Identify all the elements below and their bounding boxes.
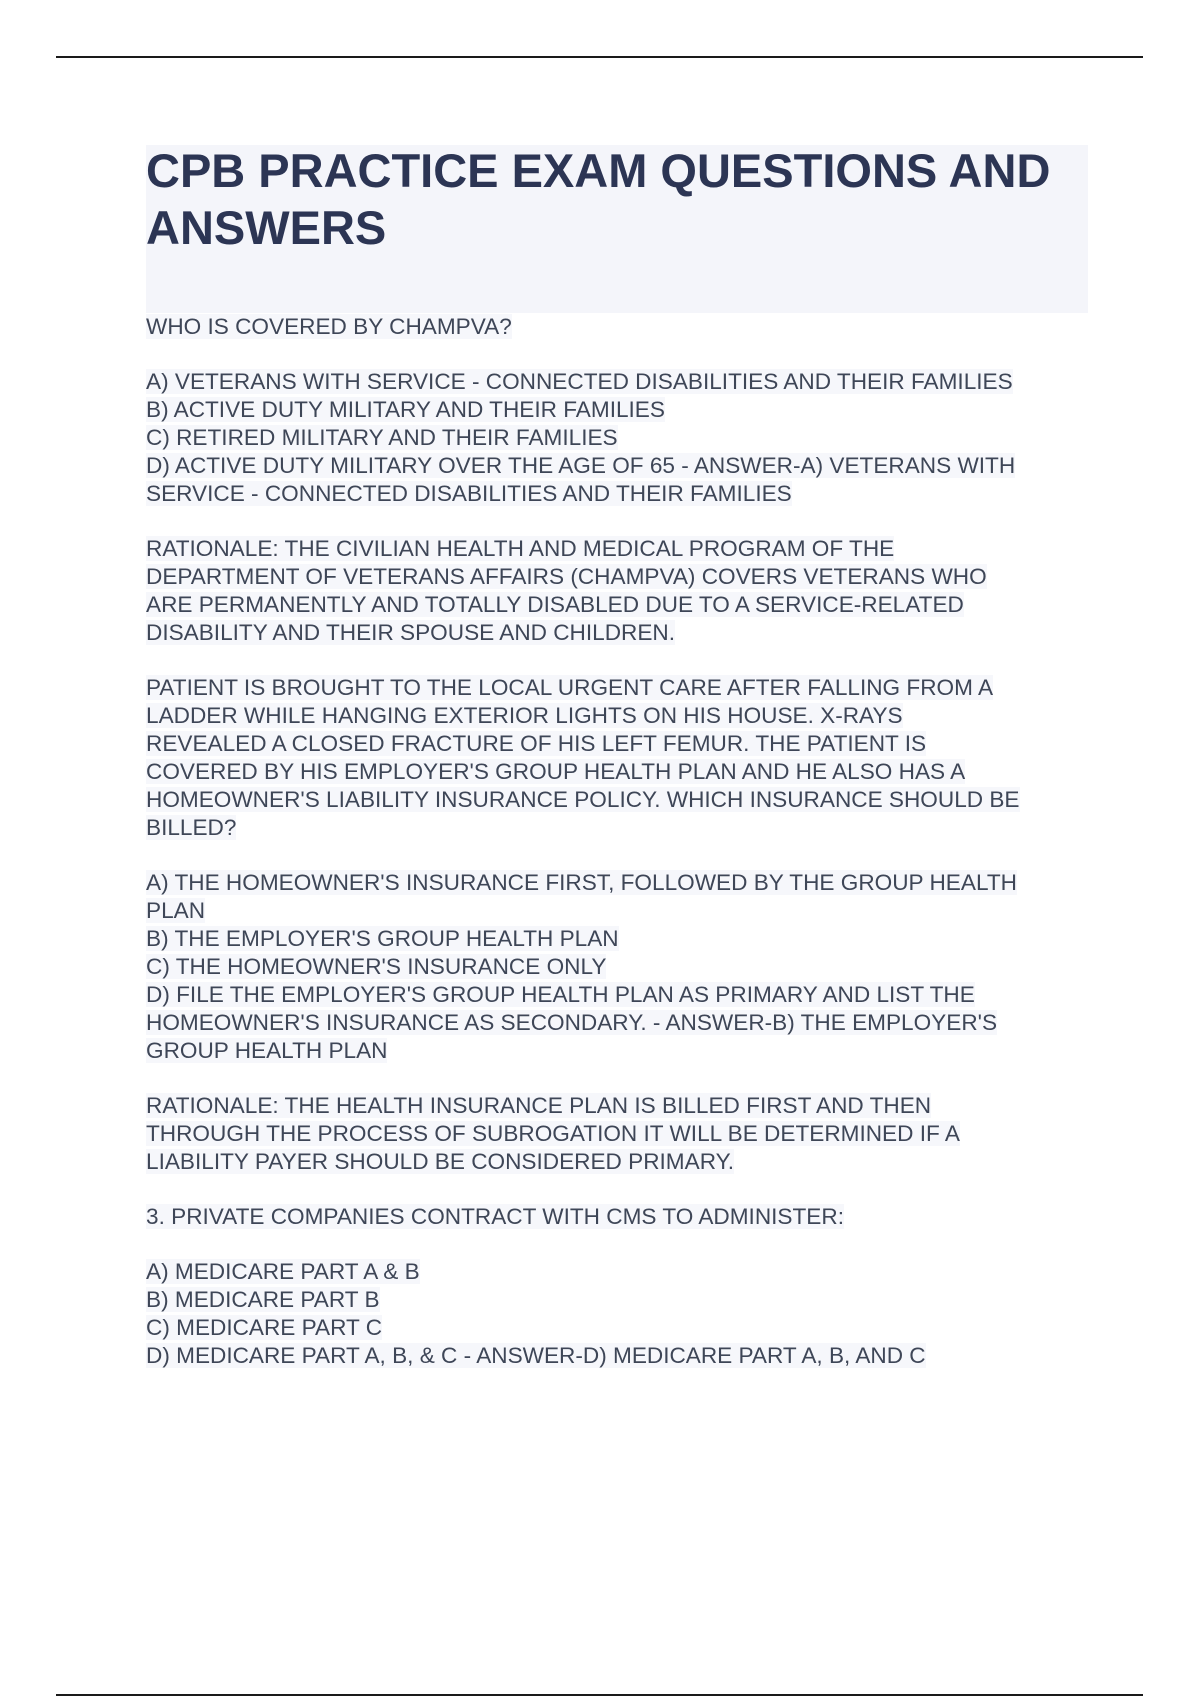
text-line: D) FILE THE EMPLOYER'S GROUP HEALTH PLAN AS PRIMARY AND LIST THE: [146, 982, 975, 1007]
text-line: LIABILITY PAYER SHOULD BE CONSIDERED PRIMARY.: [146, 1149, 735, 1174]
text-line: COVERED BY HIS EMPLOYER'S GROUP HEALTH PLAN AND HE ALSO HAS A: [146, 759, 966, 784]
text-line: C) THE HOMEOWNER'S INSURANCE ONLY: [146, 954, 607, 979]
text-line: C) MEDICARE PART C: [146, 1315, 383, 1340]
text-line: PLAN: [146, 898, 206, 923]
title-line: ANSWERS: [146, 201, 387, 254]
text-line: B) THE EMPLOYER'S GROUP HEALTH PLAN: [146, 926, 619, 951]
text-line: DEPARTMENT OF VETERANS AFFAIRS (CHAMPVA) COVERS VETERANS WHO: [146, 564, 987, 589]
text-line: ARE PERMANENTLY AND TOTALLY DISABLED DUE TO A SERVICE-RELATED: [146, 592, 964, 617]
text-line: WHO IS COVERED BY CHAMPVA?: [146, 314, 512, 339]
text-line: A) MEDICARE PART A & B: [146, 1259, 420, 1284]
text-line: LADDER WHILE HANGING EXTERIOR LIGHTS ON HIS HOUSE. X-RAYS: [146, 703, 903, 728]
text-line: HOMEOWNER'S INSURANCE AS SECONDARY. - ANSWER-B) THE EMPLOYER'S: [146, 1010, 998, 1035]
text-line: B) ACTIVE DUTY MILITARY AND THEIR FAMILIES: [146, 397, 665, 422]
text-line: REVEALED A CLOSED FRACTURE OF HIS LEFT FEMUR. THE PATIENT IS: [146, 731, 927, 756]
bottom-rule: [56, 1694, 1143, 1696]
question-3-options: [146, 1258, 1096, 1370]
text-line: A) THE HOMEOWNER'S INSURANCE FIRST, FOLLOWED BY THE GROUP HEALTH: [146, 870, 1017, 895]
text-line: GROUP HEALTH PLAN: [146, 1038, 388, 1063]
question-2: [146, 674, 1096, 842]
text-line: HOMEOWNER'S LIABILITY INSURANCE POLICY. WHICH INSURANCE SHOULD BE: [146, 787, 1020, 812]
question-2-options: [146, 869, 1096, 1065]
text-line: D) MEDICARE PART A, B, & C - ANSWER-D) MEDICARE PART A, B, AND C: [146, 1343, 926, 1368]
document-body: [146, 313, 1096, 1397]
document-title: [146, 142, 1088, 256]
text-line: PATIENT IS BROUGHT TO THE LOCAL URGENT CARE AFTER FALLING FROM A: [146, 675, 994, 700]
text-line: B) MEDICARE PART B: [146, 1287, 380, 1312]
text-line: D) ACTIVE DUTY MILITARY OVER THE AGE OF 65 - ANSWER-A) VETERANS WITH: [146, 453, 1016, 478]
text-line: A) VETERANS WITH SERVICE - CONNECTED DISABILITIES AND THEIR FAMILIES: [146, 369, 1013, 394]
text-line: RATIONALE: THE HEALTH INSURANCE PLAN IS BILLED FIRST AND THEN: [146, 1093, 932, 1118]
question-2-rationale: [146, 1092, 1096, 1176]
question-1: [146, 313, 1096, 341]
text-line: C) RETIRED MILITARY AND THEIR FAMILIES: [146, 425, 618, 450]
text-line: DISABILITY AND THEIR SPOUSE AND CHILDREN.: [146, 620, 675, 645]
top-rule: [56, 56, 1143, 58]
question-1-options: [146, 368, 1096, 508]
text-line: 3. PRIVATE COMPANIES CONTRACT WITH CMS TO ADMINISTER:: [146, 1204, 844, 1229]
text-line: THROUGH THE PROCESS OF SUBROGATION IT WILL BE DETERMINED IF A: [146, 1121, 960, 1146]
question-1-rationale: [146, 535, 1096, 647]
text-line: SERVICE - CONNECTED DISABILITIES AND THEIR FAMILIES: [146, 481, 792, 506]
text-line: RATIONALE: THE CIVILIAN HEALTH AND MEDICAL PROGRAM OF THE: [146, 536, 895, 561]
text-line: BILLED?: [146, 815, 237, 840]
question-3: [146, 1203, 1096, 1231]
title-line: CPB PRACTICE EXAM QUESTIONS AND: [146, 144, 1051, 197]
